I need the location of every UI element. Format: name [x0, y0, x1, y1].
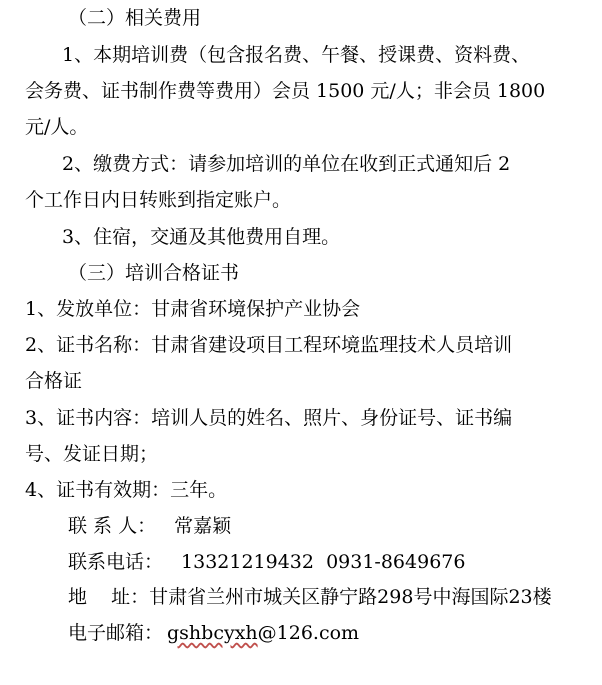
section-heading-fees: （二）相关费用	[68, 7, 202, 29]
contact-email-user: gshbcyxh	[167, 622, 258, 644]
contact-person-row	[68, 514, 231, 538]
cert-item-3-line-2: 号、发证日期；	[25, 443, 159, 465]
fees-item-1-line-3: 元/人。	[25, 116, 89, 138]
fees-item-3: 3、住宿，交通及其他费用自理。	[62, 226, 341, 248]
cert-item-4: 4、证书有效期：三年。	[25, 479, 228, 501]
fees-item-2-line-1: 2、缴费方式：请参加培训的单位在收到正式通知后 2	[62, 153, 511, 175]
contact-address-label: 地 址：	[68, 586, 150, 608]
fees-item-1-line-2: 会务费、证书制作费等费用）会员 1500 元/人；非会员 1800	[25, 80, 546, 102]
contact-email-value[interactable]	[167, 622, 359, 644]
fees-item-2-line-2: 个工作日内日转账到指定账户。	[25, 189, 292, 211]
contact-phone-value: 13321219432 0931-8649676	[181, 551, 466, 573]
contact-email-domain: @126.com	[257, 622, 360, 644]
contact-address-value: 甘肃省兰州市城关区静宁路298号中海国际23楼	[149, 586, 552, 608]
cert-item-2-line-2: 合格证	[25, 370, 83, 392]
contact-email-row	[68, 621, 359, 645]
fees-item-1-line-1: 1、本期培训费（包含报名费、午餐、授课费、资料费、	[62, 44, 531, 66]
contact-phone-label: 联系电话：	[68, 551, 164, 573]
cert-item-1: 1、发放单位：甘肃省环境保护产业协会	[25, 298, 361, 320]
contact-person-label: 联 系 人：	[68, 515, 157, 537]
contact-phone-row	[68, 550, 465, 574]
cert-item-3-line-1: 3、证书内容：培训人员的姓名、照片、身份证号、证书编	[25, 407, 513, 429]
contact-person-value: 常嘉颖	[174, 515, 232, 537]
cert-item-2-line-1: 2、证书名称：甘肃省建设项目工程环境监理技术人员培训	[25, 334, 513, 356]
section-heading-certificate: （三）培训合格证书	[68, 262, 240, 284]
contact-email-label: 电子邮箱：	[68, 622, 164, 644]
contact-address-row	[68, 585, 552, 609]
